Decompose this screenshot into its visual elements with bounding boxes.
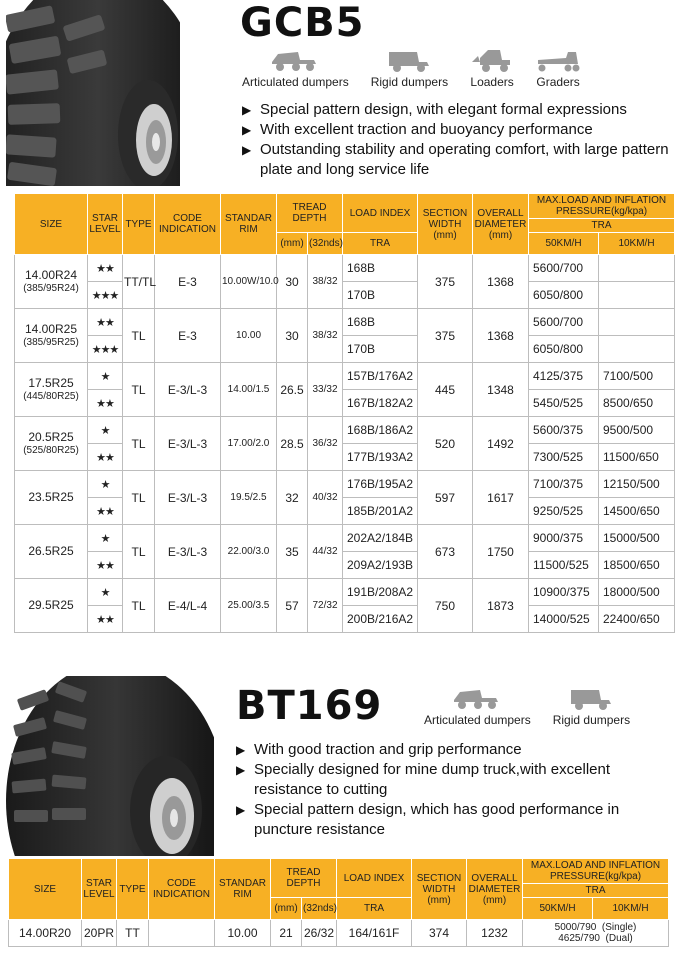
bt169-tire-image — [6, 676, 214, 856]
cell-load-index: 209A2/193B — [343, 552, 418, 579]
vehicle-loaders: Loaders — [470, 46, 514, 89]
cell-size — [15, 309, 88, 363]
cell-pressure-10kmh — [599, 336, 675, 363]
feature-item: ▶ Special pattern design, with elegant formal expressions — [242, 101, 627, 118]
cell-pressure-10kmh: 18000/500 — [599, 579, 675, 606]
feature-item: ▶ With good traction and grip performance — [236, 741, 522, 758]
cell-pressure-10kmh: 9500/500 — [599, 417, 675, 444]
cell-star-level: 20PR — [82, 920, 117, 947]
col-tread-mm: (mm) — [271, 898, 302, 920]
cell-pressure-10kmh: 18500/650 — [599, 552, 675, 579]
gcb5-model-title: GCB5 — [240, 0, 365, 46]
cell-tread-32nds: 38/32 — [308, 309, 343, 363]
cell-overall-diameter: 1348 — [473, 363, 529, 417]
cell-rim: 10.00W/10.0 — [221, 255, 277, 309]
vehicle-articulated-dumpers: Articulated dumpers — [242, 46, 349, 89]
cell-star-level: ★★ — [88, 498, 123, 525]
col-tread-depth: TREAD DEPTH — [277, 194, 343, 233]
cell-pressure-50kmh: 5600/375 — [529, 417, 599, 444]
col-10kmh: 10KM/H — [599, 233, 675, 255]
grader-icon — [536, 46, 580, 72]
col-load-index: LOAD INDEX — [337, 859, 412, 898]
table-row — [15, 309, 675, 336]
cell-size — [15, 471, 88, 525]
cell-overall-diameter: 1368 — [473, 255, 529, 309]
cell-rim: 22.00/3.0 — [221, 525, 277, 579]
feature-item: ▶ Specially designed for mine dump truck,with excellent resistance to cutting — [236, 761, 611, 798]
vehicle-rigid-dumpers: Rigid dumpers — [371, 46, 448, 89]
cell-tread-mm: 30 — [277, 255, 308, 309]
cell-pressure-50kmh: 10900/375 — [529, 579, 599, 606]
col-load-index: LOAD INDEX — [343, 194, 418, 233]
cell-pressure-50kmh: 7300/525 — [529, 444, 599, 471]
vehicle-rigid-dumpers: Rigid dumpers — [553, 684, 630, 727]
col-load-tra: TRA — [343, 233, 418, 255]
cell-code: E-3/L-3 — [155, 363, 221, 417]
cell-pressure-50kmh: 6050/800 — [529, 336, 599, 363]
cell-section-width: 597 — [418, 471, 473, 525]
cell-overall-diameter: 1617 — [473, 471, 529, 525]
col-type: TYPE — [117, 859, 149, 920]
cell-pressure — [523, 920, 669, 947]
bullet-icon: ▶ — [242, 103, 252, 117]
cell-rim: 14.00/1.5 — [221, 363, 277, 417]
cell-type: TL — [123, 309, 155, 363]
col-code-indication: CODE INDICATION — [149, 859, 215, 920]
cell-tread-32nds: 33/32 — [308, 363, 343, 417]
cell-pressure-50kmh: 7100/375 — [529, 471, 599, 498]
col-size: SIZE — [9, 859, 82, 920]
cell-section-width: 520 — [418, 417, 473, 471]
col-max-load-tra: TRA — [523, 884, 669, 898]
cell-pressure-10kmh: 12150/500 — [599, 471, 675, 498]
cell-overall-diameter: 1873 — [473, 579, 529, 633]
cell-star-level: ★★ — [88, 444, 123, 471]
cell-star-level: ★★ — [88, 606, 123, 633]
cell-size — [15, 255, 88, 309]
cell-pressure-10kmh: 15000/500 — [599, 525, 675, 552]
col-section-width: SECTION WIDTH (mm) — [418, 194, 473, 255]
cell-load-index: 185B/201A2 — [343, 498, 418, 525]
col-overall-diameter: OVERALL DIAMETER (mm) — [467, 859, 523, 920]
table-row — [15, 390, 675, 417]
table-row — [15, 579, 675, 606]
cell-tread-mm: 32 — [277, 471, 308, 525]
cell-size — [15, 579, 88, 633]
cell-tread-mm: 28.5 — [277, 417, 308, 471]
cell-load-index: 167B/182A2 — [343, 390, 418, 417]
table-row — [9, 920, 669, 947]
cell-star-level: ★★ — [88, 552, 123, 579]
size-label: 14.00R25 — [24, 321, 78, 336]
rigid-dumper-icon — [569, 684, 613, 710]
cell-pressure-10kmh: 8500/650 — [599, 390, 675, 417]
cell-tread-mm: 35 — [277, 525, 308, 579]
cell-load-index: 170B — [343, 336, 418, 363]
cell-size — [15, 417, 88, 471]
size-sub-label: (385/95R25) — [23, 336, 79, 348]
bt169-model-title: BT169 — [236, 683, 383, 729]
cell-rim: 10.00 — [215, 920, 271, 947]
cell-section-width: 673 — [418, 525, 473, 579]
pressure-single: 5000/790 (Single) — [554, 922, 637, 933]
cell-star-level: ★★ — [88, 255, 123, 282]
cell-star-level: ★★★ — [88, 282, 123, 309]
cell-section-width: 374 — [412, 920, 467, 947]
cell-load-index: 200B/216A2 — [343, 606, 418, 633]
cell-pressure-50kmh: 4125/375 — [529, 363, 599, 390]
col-tread-32nds: (32nds) — [308, 233, 343, 255]
gcb5-feature-list — [238, 100, 693, 180]
cell-pressure-50kmh: 5600/700 — [529, 255, 599, 282]
rigid-dumper-icon — [387, 46, 431, 72]
cell-pressure-10kmh — [599, 282, 675, 309]
cell-section-width: 375 — [418, 255, 473, 309]
cell-overall-diameter: 1750 — [473, 525, 529, 579]
bullet-icon: ▶ — [242, 123, 252, 137]
table-row — [15, 471, 675, 498]
col-code-indication: CODE INDICATION — [155, 194, 221, 255]
col-type: TYPE — [123, 194, 155, 255]
size-sub-label: (385/95R24) — [23, 282, 79, 294]
col-star-level: STAR LEVEL — [82, 859, 117, 920]
cell-star-level: ★★ — [88, 390, 123, 417]
feature-item: ▶ Special pattern design, which has good performance in puncture resistance — [236, 801, 620, 838]
cell-type: TL — [123, 579, 155, 633]
cell-code: E-4/L-4 — [155, 579, 221, 633]
size-sub-label: (445/80R25) — [23, 390, 79, 402]
col-size: SIZE — [15, 194, 88, 255]
cell-rim: 17.00/2.0 — [221, 417, 277, 471]
cell-star-level: ★ — [88, 579, 123, 606]
cell-type: TL — [123, 417, 155, 471]
bullet-icon: ▶ — [236, 743, 246, 757]
table-row — [15, 552, 675, 579]
cell-pressure-10kmh: 7100/500 — [599, 363, 675, 390]
cell-pressure-50kmh: 11500/525 — [529, 552, 599, 579]
loader-icon — [470, 46, 514, 72]
cell-pressure-10kmh: 11500/650 — [599, 444, 675, 471]
cell-size: 14.00R20 — [9, 920, 82, 947]
articulated-dumper-icon — [270, 46, 320, 72]
col-tread-32nds: (32nds) — [302, 898, 337, 920]
cell-load-index: 176B/195A2 — [343, 471, 418, 498]
table-row — [15, 255, 675, 282]
cell-size — [15, 363, 88, 417]
col-50kmh: 50KM/H — [529, 233, 599, 255]
col-max-load: MAX.LOAD AND INFLATION PRESSURE(kg/kpa) — [529, 194, 675, 219]
cell-type: TL — [123, 525, 155, 579]
cell-code: E-3/L-3 — [155, 471, 221, 525]
cell-star-level: ★★ — [88, 309, 123, 336]
col-standard-rim: STANDAR RIM — [215, 859, 271, 920]
size-label: 17.5R25 — [28, 375, 74, 390]
cell-load-index: 164/161F — [337, 920, 412, 947]
bt169-table-body — [9, 920, 669, 947]
cell-type: TL — [123, 471, 155, 525]
cell-section-width: 750 — [418, 579, 473, 633]
cell-star-level: ★ — [88, 525, 123, 552]
cell-section-width: 445 — [418, 363, 473, 417]
col-10kmh: 10KM/H — [593, 898, 669, 920]
cell-tread-32nds: 40/32 — [308, 471, 343, 525]
cell-tread-32nds: 44/32 — [308, 525, 343, 579]
col-star-level: STAR LEVEL — [88, 194, 123, 255]
bullet-icon: ▶ — [242, 143, 252, 157]
col-section-width: SECTION WIDTH (mm) — [412, 859, 467, 920]
size-label: 23.5R25 — [28, 490, 74, 504]
vehicle-articulated-dumpers: Articulated dumpers — [424, 684, 531, 727]
cell-rim: 25.00/3.5 — [221, 579, 277, 633]
table-row — [15, 498, 675, 525]
cell-type: TT/TL — [123, 255, 155, 309]
cell-tread-32nds: 38/32 — [308, 255, 343, 309]
col-overall-diameter: OVERALL DIAMETER (mm) — [473, 194, 529, 255]
size-label: 14.00R24 — [24, 267, 78, 282]
table-row — [15, 363, 675, 390]
cell-type: TL — [123, 363, 155, 417]
cell-tread-32nds: 26/32 — [302, 920, 337, 947]
gcb5-spec-table — [14, 193, 675, 633]
cell-star-level: ★ — [88, 363, 123, 390]
size-label: 20.5R25 — [28, 429, 74, 444]
col-tread-mm: (mm) — [277, 233, 308, 255]
gcb5-vehicle-list — [242, 46, 602, 89]
feature-item: ▶ With excellent traction and buoyancy performance — [242, 121, 593, 138]
bullet-icon: ▶ — [236, 763, 246, 777]
col-max-load-tra: TRA — [529, 219, 675, 233]
table-row — [15, 444, 675, 471]
cell-load-index: 168B — [343, 309, 418, 336]
cell-code: E-3 — [155, 255, 221, 309]
bt169-spec-table — [8, 858, 669, 947]
cell-load-index: 191B/208A2 — [343, 579, 418, 606]
cell-size — [15, 525, 88, 579]
col-50kmh: 50KM/H — [523, 898, 593, 920]
cell-load-index: 202A2/184B — [343, 525, 418, 552]
cell-rim: 10.00 — [221, 309, 277, 363]
cell-load-index: 168B/186A2 — [343, 417, 418, 444]
pressure-dual: 4625/790 (Dual) — [558, 933, 633, 944]
col-standard-rim: STANDAR RIM — [221, 194, 277, 255]
cell-tread-mm: 57 — [277, 579, 308, 633]
cell-overall-diameter: 1232 — [467, 920, 523, 947]
size-sub-label: (525/80R25) — [23, 444, 79, 456]
cell-tread-32nds: 36/32 — [308, 417, 343, 471]
size-label: 26.5R25 — [28, 544, 74, 558]
cell-pressure-50kmh: 5600/700 — [529, 309, 599, 336]
cell-overall-diameter: 1492 — [473, 417, 529, 471]
cell-pressure-10kmh: 14500/650 — [599, 498, 675, 525]
vehicle-graders: Graders — [536, 46, 580, 89]
cell-pressure-10kmh — [599, 309, 675, 336]
col-tread-depth: TREAD DEPTH — [271, 859, 337, 898]
cell-code: E-3/L-3 — [155, 417, 221, 471]
cell-type: TT — [117, 920, 149, 947]
cell-load-index: 177B/193A2 — [343, 444, 418, 471]
table-row — [15, 417, 675, 444]
cell-tread-mm: 30 — [277, 309, 308, 363]
bt169-feature-list — [232, 740, 672, 840]
gcb5-tire-image — [6, 0, 180, 186]
cell-rim: 19.5/2.5 — [221, 471, 277, 525]
cell-star-level: ★ — [88, 471, 123, 498]
bt169-vehicle-list — [424, 684, 652, 727]
cell-pressure-10kmh: 22400/650 — [599, 606, 675, 633]
cell-pressure-50kmh: 9000/375 — [529, 525, 599, 552]
cell-tread-32nds: 72/32 — [308, 579, 343, 633]
cell-pressure-50kmh: 5450/525 — [529, 390, 599, 417]
table-row — [15, 606, 675, 633]
cell-pressure-50kmh: 6050/800 — [529, 282, 599, 309]
cell-load-index: 168B — [343, 255, 418, 282]
cell-load-index: 157B/176A2 — [343, 363, 418, 390]
bullet-icon: ▶ — [236, 803, 246, 817]
gcb5-table-body — [15, 255, 675, 633]
cell-pressure-50kmh: 14000/525 — [529, 606, 599, 633]
table-row — [15, 282, 675, 309]
cell-overall-diameter: 1368 — [473, 309, 529, 363]
cell-load-index: 170B — [343, 282, 418, 309]
cell-star-level: ★ — [88, 417, 123, 444]
cell-code — [149, 920, 215, 947]
table-row — [15, 336, 675, 363]
cell-tread-mm: 21 — [271, 920, 302, 947]
articulated-dumper-icon — [452, 684, 502, 710]
col-load-tra: TRA — [337, 898, 412, 920]
table-row — [15, 525, 675, 552]
cell-pressure-50kmh: 9250/525 — [529, 498, 599, 525]
cell-pressure-10kmh — [599, 255, 675, 282]
cell-tread-mm: 26.5 — [277, 363, 308, 417]
cell-section-width: 375 — [418, 309, 473, 363]
cell-code: E-3/L-3 — [155, 525, 221, 579]
cell-code: E-3 — [155, 309, 221, 363]
cell-star-level: ★★★ — [88, 336, 123, 363]
col-max-load: MAX.LOAD AND INFLATION PRESSURE(kg/kpa) — [523, 859, 669, 884]
feature-item: ▶ Outstanding stability and operating comfort, with large pattern plate and long service life — [242, 141, 669, 178]
size-label: 29.5R25 — [28, 598, 74, 612]
